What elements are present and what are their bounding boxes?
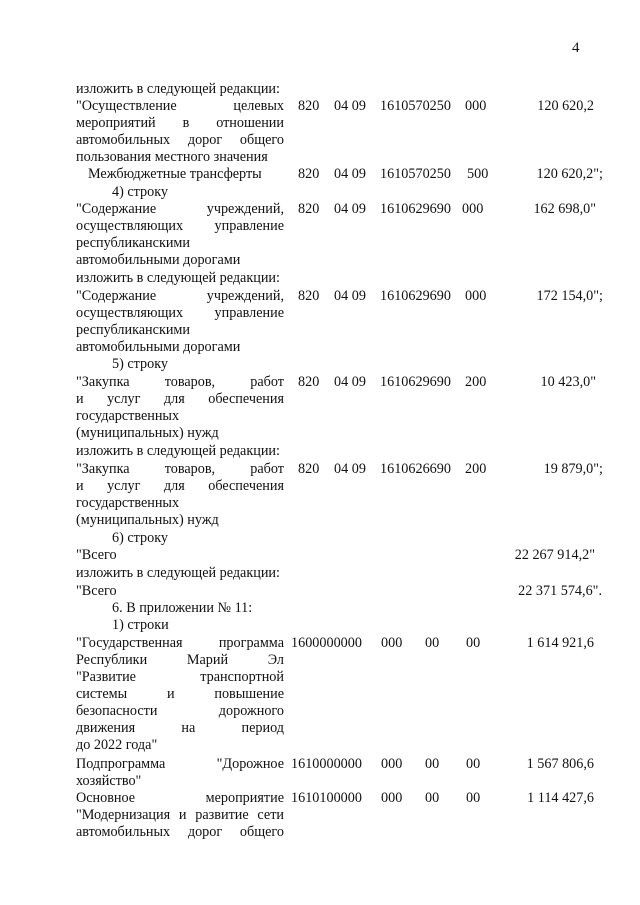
ministry-code: 820 bbox=[298, 98, 320, 114]
ministry-code: 820 bbox=[298, 201, 320, 217]
desc-line: "Государственная программа bbox=[76, 635, 284, 651]
ministry-code: 000 bbox=[381, 635, 403, 651]
desc-line: Подпрограмма "Дорожное bbox=[76, 756, 284, 772]
row-description bbox=[76, 461, 284, 529]
section-code: 04 09 bbox=[334, 98, 366, 114]
desc-line: пользования местного значения bbox=[76, 149, 268, 165]
list-item-label: 5) строку bbox=[112, 356, 169, 372]
ministry-code: 000 bbox=[381, 790, 403, 806]
section-code: 04 09 bbox=[334, 374, 366, 390]
expense-type-code: 000 bbox=[462, 201, 484, 217]
desc-line: автомобильных дорог общего bbox=[76, 132, 284, 148]
ministry-code: 820 bbox=[298, 461, 320, 477]
desc-line: "Развитие транспортной bbox=[76, 669, 284, 685]
amount: 162 698,0" bbox=[533, 201, 596, 217]
row-description bbox=[76, 756, 284, 790]
page-number: 4 bbox=[572, 40, 580, 56]
instruction-text: изложить в следующей редакции: bbox=[76, 443, 280, 459]
target-article-code: 1610570250 bbox=[380, 98, 451, 114]
expense-type-code: 500 bbox=[467, 166, 489, 182]
target-article-code: 1610629690 bbox=[380, 288, 451, 304]
desc-line: "Модернизация и развитие сети bbox=[76, 807, 284, 823]
desc-line: республиканскими bbox=[76, 235, 190, 251]
row-description bbox=[76, 790, 284, 841]
expense-type-code: 000 bbox=[465, 98, 487, 114]
amount: 120 620,2 bbox=[537, 98, 594, 114]
section-code: 04 09 bbox=[334, 461, 366, 477]
desc-line: автомобильными дорогами bbox=[76, 339, 241, 355]
subsection-code: 00 bbox=[466, 790, 481, 806]
target-article-code: 1610629690 bbox=[380, 201, 451, 217]
ministry-code: 820 bbox=[298, 374, 320, 390]
desc-line: государственных bbox=[76, 408, 180, 424]
desc-line: автомобильными дорогами bbox=[76, 252, 241, 268]
row-description bbox=[76, 288, 284, 356]
list-item-label: 1) строки bbox=[112, 617, 169, 633]
expense-type-code: 200 bbox=[465, 461, 487, 477]
section-code: 00 bbox=[425, 635, 440, 651]
desc-line: "Закупка товаров, работ bbox=[76, 461, 284, 477]
desc-line: Республики Марий Эл bbox=[76, 652, 284, 668]
amount: 19 879,0"; bbox=[543, 461, 603, 477]
desc-line: государственных bbox=[76, 495, 180, 511]
instruction-text: изложить в следующей редакции: bbox=[76, 565, 280, 581]
desc-line: (муниципальных) нужд bbox=[76, 425, 219, 441]
desc-line: движения на период bbox=[76, 720, 284, 736]
amount: 1 114 427,6 bbox=[527, 790, 594, 806]
desc-line: "Закупка товаров, работ bbox=[76, 374, 284, 390]
target-article-code: 1610000000 bbox=[291, 756, 362, 772]
expense-type-code: 000 bbox=[465, 288, 487, 304]
target-article-code: 1600000000 bbox=[291, 635, 362, 651]
desc-line: и услуг для обеспечения bbox=[76, 391, 284, 407]
ministry-code: 820 bbox=[298, 166, 320, 182]
amount: 120 620,2"; bbox=[536, 166, 603, 182]
list-item-label: 4) строку bbox=[112, 184, 169, 200]
instruction-text: изложить в следующей редакции: bbox=[76, 270, 280, 286]
target-article-code: 1610100000 bbox=[291, 790, 362, 806]
amount: 10 423,0" bbox=[540, 374, 596, 390]
ministry-code: 000 bbox=[381, 756, 403, 772]
ministry-code: 820 bbox=[298, 288, 320, 304]
desc-line: "Осуществление целевых bbox=[76, 98, 284, 114]
desc-line: системы и повышение bbox=[76, 686, 284, 702]
row-description bbox=[76, 98, 284, 166]
section-code: 04 09 bbox=[334, 166, 366, 182]
desc-line: Межбюджетные трансферты bbox=[88, 166, 262, 182]
desc-line: "Содержание учреждений, bbox=[76, 288, 284, 304]
desc-line: автомобильных дорог общего bbox=[76, 824, 284, 840]
row-description bbox=[76, 166, 284, 183]
total-amount: 22 267 914,2" bbox=[514, 547, 595, 563]
subsection-code: 00 bbox=[466, 756, 481, 772]
target-article-code: 1610570250 bbox=[380, 166, 451, 182]
desc-line: "Содержание учреждений, bbox=[76, 201, 284, 217]
desc-line: безопасности дорожного bbox=[76, 703, 284, 719]
total-label: "Всего bbox=[76, 547, 117, 563]
target-article-code: 1610629690 bbox=[380, 374, 451, 390]
row-description bbox=[76, 374, 284, 442]
section-heading: 6. В приложении № 11: bbox=[112, 600, 253, 616]
desc-line: (муниципальных) нужд bbox=[76, 512, 219, 528]
row-description bbox=[76, 201, 284, 269]
amount: 1 567 806,6 bbox=[526, 756, 594, 772]
total-label: "Всего bbox=[76, 583, 117, 599]
desc-line: республиканскими bbox=[76, 322, 190, 338]
amount: 172 154,0"; bbox=[536, 288, 603, 304]
target-article-code: 1610626690 bbox=[380, 461, 451, 477]
desc-line: осуществляющих управление bbox=[76, 305, 284, 321]
section-code: 00 bbox=[425, 756, 440, 772]
section-code: 04 09 bbox=[334, 201, 366, 217]
expense-type-code: 200 bbox=[465, 374, 487, 390]
desc-line: и услуг для обеспечения bbox=[76, 478, 284, 494]
section-code: 04 09 bbox=[334, 288, 366, 304]
subsection-code: 00 bbox=[466, 635, 481, 651]
total-amount: 22 371 574,6". bbox=[518, 583, 602, 599]
desc-line: до 2022 года" bbox=[76, 737, 158, 753]
row-description bbox=[76, 635, 284, 754]
desc-line: Основное мероприятие bbox=[76, 790, 284, 806]
desc-line: хозяйство" bbox=[76, 773, 142, 789]
instruction-text: изложить в следующей редакции: bbox=[76, 81, 280, 97]
desc-line: мероприятий в отношении bbox=[76, 115, 284, 131]
amount: 1 614 921,6 bbox=[526, 635, 594, 651]
list-item-label: 6) строку bbox=[112, 530, 169, 546]
desc-line: осуществляющих управление bbox=[76, 218, 284, 234]
section-code: 00 bbox=[425, 790, 440, 806]
